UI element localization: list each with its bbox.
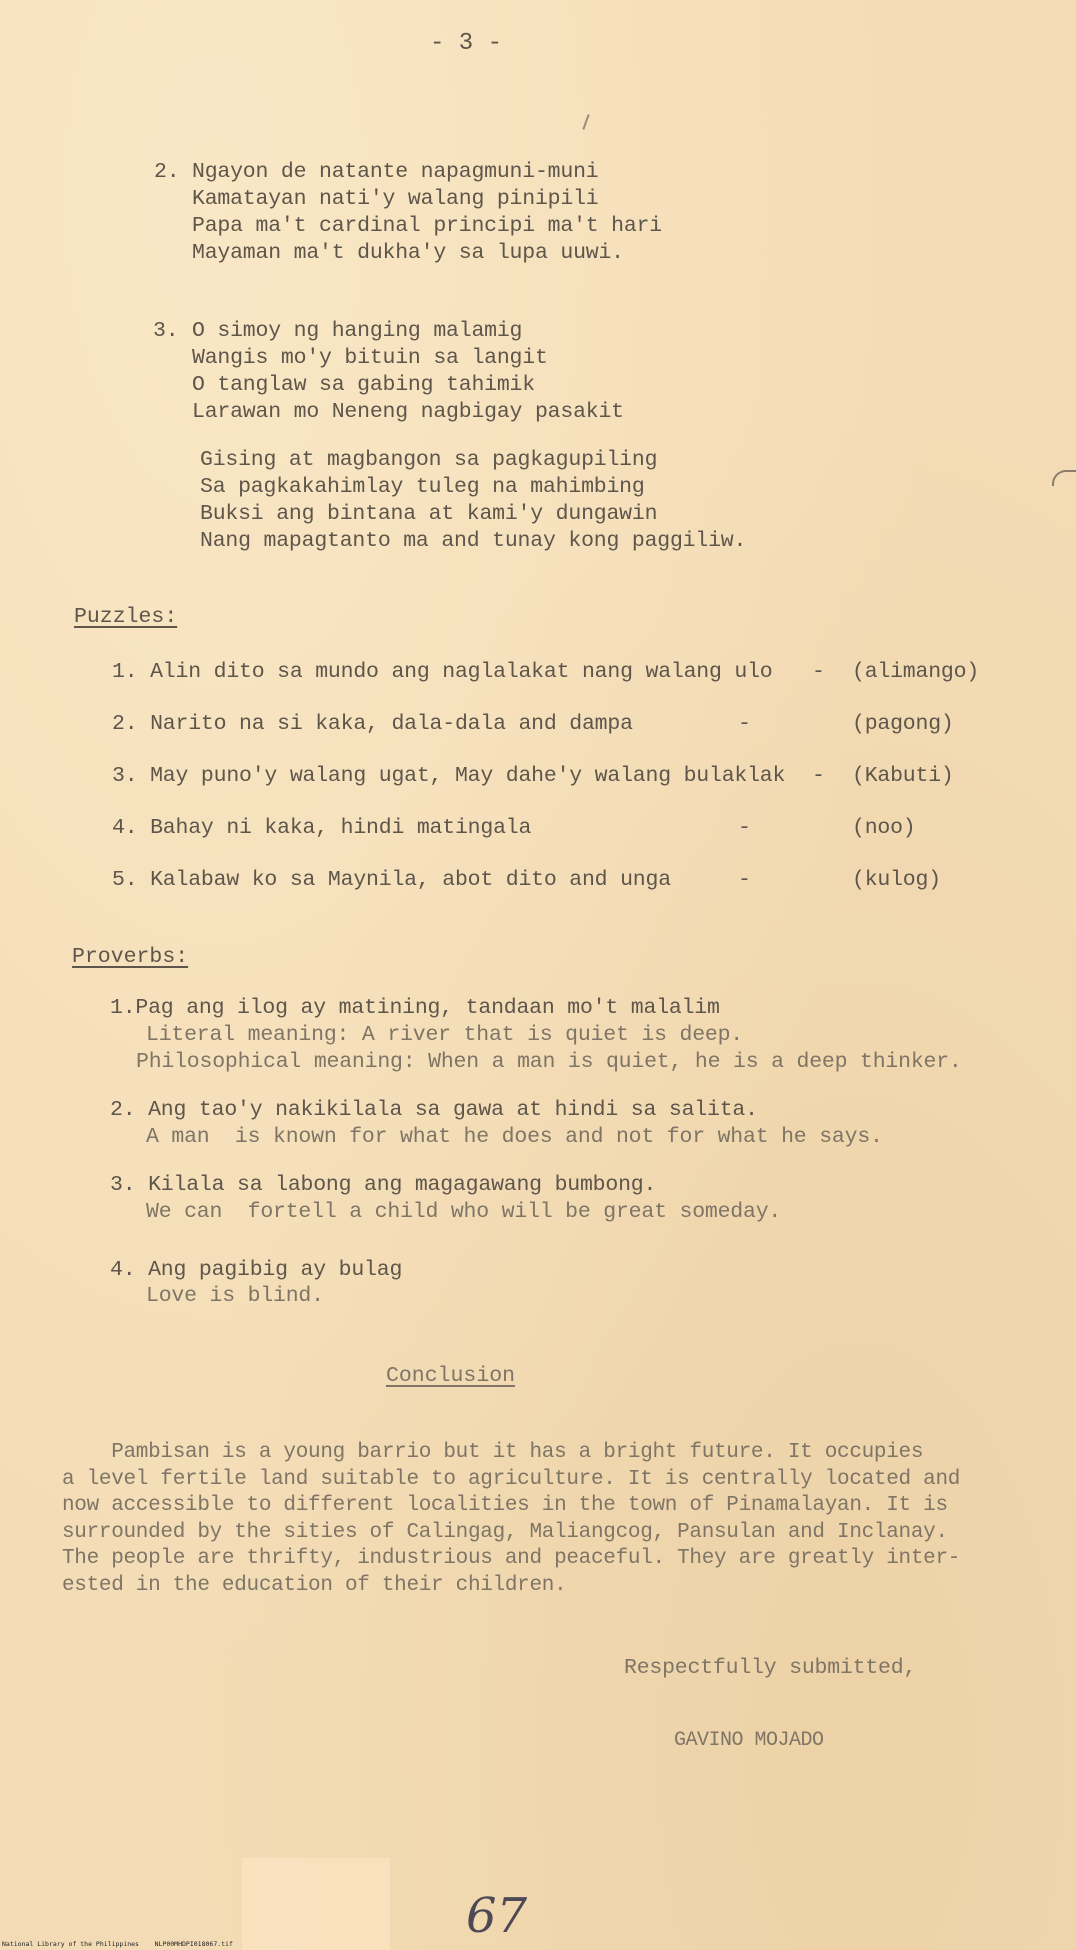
conclusion-line: The people are thrifty, industrious and peaceful. They are greatly inter- — [62, 1547, 961, 1570]
proverb-line: 1.Pag ang ilog ay matining, tandaan mo't malalim — [110, 996, 720, 1020]
poem-line: Sa pagkakahimlay tuleg na mahimbing — [200, 475, 645, 499]
poem-line: O simoy ng hanging malamig — [192, 319, 523, 343]
conclusion-line: Pambisan is a young barrio but it has a bright future. It occupies — [62, 1441, 924, 1464]
puzzle-text: 5. Kalabaw ko sa Maynila, abot dito and unga — [112, 868, 671, 892]
conclusion-line: ested in the education of their children. — [62, 1573, 567, 1597]
stanza-number: 2. — [154, 160, 180, 184]
puzzle-answer: (noo) — [852, 816, 916, 840]
puzzles-heading: Puzzles: — [74, 605, 178, 629]
poem-line: Gising at magbangon sa pagkagupiling — [200, 448, 658, 472]
conclusion-line: surrounded by the sities of Calingag, Maliangcog, Pansulan and Inclanay. — [62, 1520, 948, 1544]
poem-line: Mayaman ma't dukha'y sa lupa uuwi. — [192, 241, 624, 265]
stanza-number: 3. — [153, 319, 179, 343]
proverb-line: 4. Ang pagibig ay bulag — [110, 1258, 403, 1282]
conclusion-paragraph — [62, 1440, 1022, 1599]
stray-mark — [582, 114, 589, 130]
paper-stain — [242, 1858, 390, 1950]
puzzle-dash: - — [738, 712, 751, 736]
poem-line: Wangis mo'y bituin sa langit — [192, 346, 548, 370]
puzzle-answer: (alimango) — [852, 660, 980, 684]
puzzle-dash: - — [812, 660, 825, 684]
puzzle-text: 4. Bahay ni kaka, hindi matingala — [112, 816, 532, 840]
puzzle-dash: - — [812, 764, 825, 788]
conclusion-line: now accessible to different localities in the town of Pinamalayan. It is — [62, 1494, 948, 1517]
proverb-line: A man is known for what he does and not for what he says. — [146, 1125, 883, 1149]
puzzle-dash: - — [738, 816, 751, 840]
puzzle-answer: (pagong) — [852, 712, 954, 736]
poem-line: Larawan mo Neneng nagbigay pasakit — [192, 400, 624, 424]
poem-line: Nang mapagtanto ma and tunay kong paggiliw. — [200, 529, 747, 553]
poem-line: Ngayon de natante napagmuni-muni — [192, 160, 599, 184]
puzzle-dash: - — [738, 868, 751, 892]
proverb-line: Philosophical meaning: When a man is quiet, he is a deep thinker. — [136, 1050, 962, 1074]
puzzle-text: 1. Alin dito sa mundo ang naglalakat nang walang ulo — [112, 660, 773, 684]
proverb-line: 2. Ang tao'y nakikilala sa gawa at hindi sa salita. — [110, 1098, 758, 1122]
edge-mark — [1052, 470, 1076, 486]
poem-line: Papa ma't cardinal principi ma't hari — [192, 214, 662, 238]
poem-line: Kamatayan nati'y walang pinipili — [192, 187, 599, 211]
closing-text: Respectfully submitted, — [624, 1656, 917, 1680]
conclusion-line: a level fertile land suitable to agriculture. It is centrally located and — [62, 1467, 961, 1491]
proverbs-heading: Proverbs: — [72, 945, 189, 969]
proverb-line: Love is blind. — [146, 1284, 324, 1308]
signature-name: GAVINO MOJADO — [674, 1729, 824, 1752]
proverb-line: We can fortell a child who will be great someday. — [146, 1200, 782, 1224]
poem-line: O tanglaw sa gabing tahimik — [192, 373, 535, 397]
archive-footer: National Library of the Philippines NLP00MHDPI018067.tif — [2, 1940, 233, 1948]
page-number: - 3 - — [430, 30, 503, 57]
conclusion-heading: Conclusion — [386, 1364, 516, 1388]
puzzle-text: 2. Narito na si kaka, dala-dala and dampa — [112, 712, 633, 736]
puzzle-answer: (Kabuti) — [852, 764, 954, 788]
proverb-line: 3. Kilala sa labong ang magagawang bumbong. — [110, 1173, 657, 1197]
puzzle-answer: (kulog) — [852, 868, 941, 892]
poem-line: Buksi ang bintana at kami'y dungawin — [200, 502, 658, 526]
puzzle-text: 3. May puno'y walang ugat, May dahe'y walang bulaklak — [112, 764, 786, 788]
proverb-line: Literal meaning: A river that is quiet is deep. — [146, 1023, 743, 1047]
handwritten-page-number: 67 — [466, 1888, 528, 1944]
